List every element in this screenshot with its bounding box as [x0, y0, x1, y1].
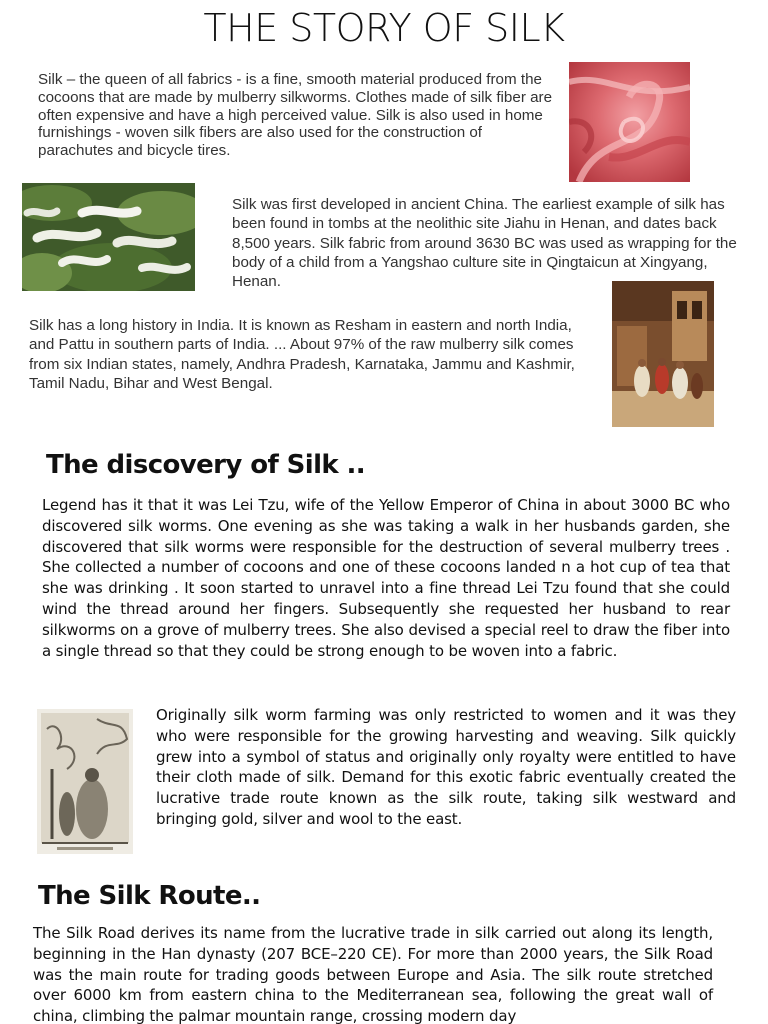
- silkworms-image: [22, 183, 195, 291]
- silk-fabric-image: [569, 62, 690, 182]
- discovery-paragraph-legend: Legend has it that it was Lei Tzu, wife of the Yellow Emperor of China in about 3000 BC who discovered silk worms. One evening as she was taking a walk in her husbands garden, she discovered that silk worms were responsible for the destruction of several mulberry trees . She collected a number of cocoons and one of these cocoons landed n a hot cup of tea that she was drinking . It soon started to unravel into a fine thread Lei Tzu found that she could wind the thread around her fingers. Subsequently she requested her husband to rear silkworms on a grove of mulberry trees. She also devised a special reel to draw the fiber into a single thread so that they could be strong enough to be woven into a fabric.: [42, 496, 730, 660]
- page-title: THE STORY OF SILK: [203, 6, 565, 50]
- market-painting-image: [612, 281, 714, 427]
- lei-tzu-engraving-image: [37, 709, 133, 854]
- intro-paragraph-china-history: Silk was first developed in ancient China. The earliest example of silk has been found in tombs at the neolithic site Jiahu in Henan, and dates back 8,500 years. Silk fabric from around 3630 BC was used as wrapping for the body of a child from a Yangshao culture site in Qingtaicun at Xingyang, Henan.: [232, 196, 737, 291]
- silk-route-paragraph: The Silk Road derives its name from the lucrative trade in silk carried out along its length, beginning in the Han dynasty (207 BCE–220 CE). For more than 2000 years, the Silk Road was the main route for trading goods between Europe and Asia. The silk route stretched over 6000 km from eastern china to the Mediterranean sea, following the great wall of china, climbing the palmar mountain range, crossing modern day: [33, 924, 713, 1024]
- discovery-heading: The discovery of Silk ..: [46, 450, 366, 480]
- discovery-paragraph-status: Originally silk worm farming was only restricted to women and it was they who were responsible for the growing harvesting and weaving. Silk quickly grew into a symbol of status and originally only royalty were entitled to have their cloth made of silk. Demand for this exotic fabric eventually created the lucrative trade route known as the silk route, taking silk westward and bringing gold, silver and wool to the east.: [156, 706, 736, 828]
- intro-paragraph-india-history: Silk has a long history in India. It is known as Resham in eastern and north India, and Pattu in southern parts of India. ... About 97% of the raw mulberry silk comes from six Indian states, namely, Andhra Pradesh, Karnataka, Jammu and Kashmir, Tamil Nadu, Bihar and West Bengal.: [29, 317, 575, 392]
- intro-paragraph-silk-definition: Silk – the queen of all fabrics - is a fine, smooth material produced from the cocoons that are made by mulberry silkworms. Clothes made of silk fiber are often expensive and have a high perceived value. Silk is also used in home furnishings - woven silk fibers are also used for the construction of parachutes and bicycle tires.: [38, 71, 553, 160]
- silk-route-heading: The Silk Route..: [38, 881, 261, 911]
